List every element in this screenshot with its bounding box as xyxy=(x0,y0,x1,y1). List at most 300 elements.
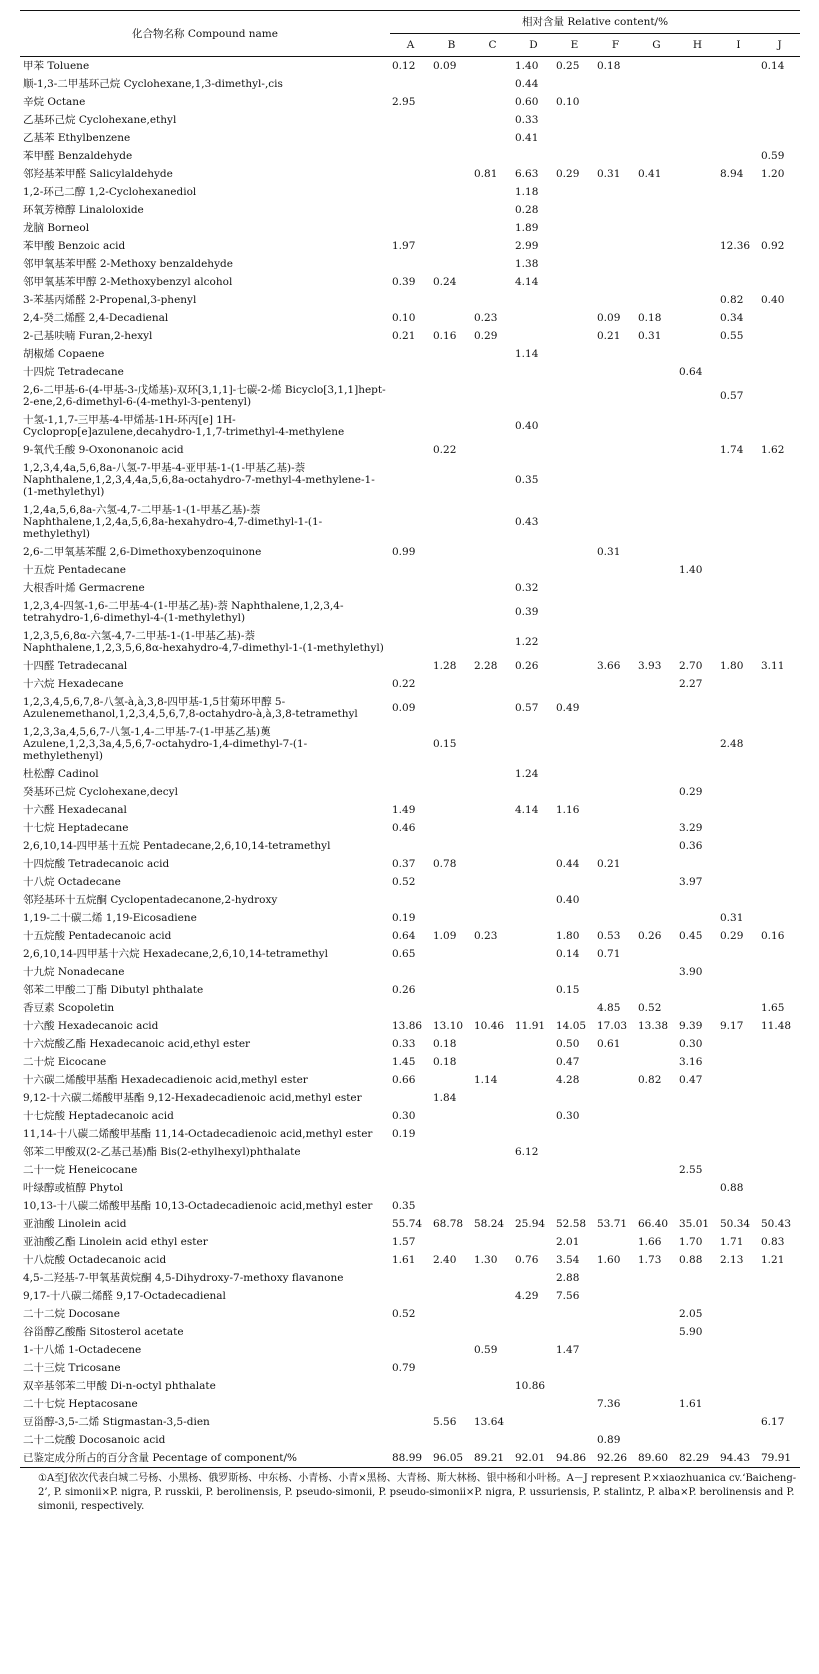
value-cell xyxy=(718,1197,759,1215)
value-cell xyxy=(636,111,677,129)
value-cell xyxy=(472,201,513,219)
value-cell xyxy=(431,1341,472,1359)
value-cell xyxy=(390,1143,431,1161)
value-cell: 0.30 xyxy=(556,1110,580,1122)
value-cell xyxy=(636,147,677,165)
value-cell xyxy=(759,627,800,657)
value-cell xyxy=(677,765,718,783)
value-cell: 13.86 xyxy=(392,1020,423,1032)
value-cell: 1.49 xyxy=(392,804,416,816)
value-cell xyxy=(595,1143,636,1161)
value-cell xyxy=(759,501,800,543)
compound-table xyxy=(20,10,800,1468)
table-row xyxy=(20,627,800,657)
value-cell: 0.44 xyxy=(515,78,539,90)
column-header-d: D xyxy=(513,34,554,57)
value-cell: 1.30 xyxy=(474,1254,498,1266)
value-cell: 52.58 xyxy=(556,1218,587,1230)
value-cell xyxy=(636,783,677,801)
value-cell: 53.71 xyxy=(597,1218,628,1230)
value-cell xyxy=(472,1179,513,1197)
value-cell xyxy=(472,111,513,129)
value-cell xyxy=(554,873,595,891)
value-cell xyxy=(554,783,595,801)
table-row xyxy=(20,1287,800,1305)
value-cell xyxy=(513,1053,554,1071)
value-cell xyxy=(718,1377,759,1395)
value-cell: 0.18 xyxy=(433,1056,457,1068)
value-cell: 0.22 xyxy=(433,444,457,456)
value-cell xyxy=(677,201,718,219)
value-cell: 0.28 xyxy=(515,204,539,216)
table-row xyxy=(20,1233,800,1251)
column-header-f: F xyxy=(595,34,636,57)
value-cell xyxy=(718,93,759,111)
table-row xyxy=(20,441,800,459)
table-row xyxy=(20,201,800,219)
value-cell xyxy=(431,309,472,327)
table-row xyxy=(20,1431,800,1449)
value-cell xyxy=(677,147,718,165)
value-cell xyxy=(472,237,513,255)
value-cell xyxy=(595,1305,636,1323)
value-cell xyxy=(677,345,718,363)
value-cell: 2.40 xyxy=(433,1254,457,1266)
value-cell xyxy=(677,459,718,501)
value-cell xyxy=(759,1323,800,1341)
value-cell xyxy=(554,543,595,561)
compound-name: 甲苯 Toluene xyxy=(23,60,90,72)
value-cell xyxy=(595,381,636,411)
value-cell xyxy=(718,363,759,381)
value-cell: 5.90 xyxy=(679,1326,703,1338)
value-cell xyxy=(431,1359,472,1377)
value-cell: 2.05 xyxy=(679,1308,703,1320)
value-cell: 0.47 xyxy=(679,1074,703,1086)
value-cell: 4.28 xyxy=(556,1074,580,1086)
value-cell xyxy=(636,411,677,441)
value-cell xyxy=(595,1071,636,1089)
value-cell: 0.26 xyxy=(515,660,539,672)
value-cell xyxy=(759,873,800,891)
value-cell xyxy=(636,201,677,219)
value-cell xyxy=(472,1035,513,1053)
value-cell: 8.94 xyxy=(720,168,744,180)
compound-name: 2,4-癸二烯醛 2,4-Decadienal xyxy=(23,312,169,324)
value-cell xyxy=(636,1431,677,1449)
value-cell xyxy=(677,693,718,723)
value-cell xyxy=(472,999,513,1017)
table-row xyxy=(20,873,800,891)
value-cell xyxy=(431,543,472,561)
value-cell xyxy=(718,111,759,129)
value-cell xyxy=(554,1179,595,1197)
value-cell xyxy=(595,291,636,309)
compound-name: 1,2,3,4-四氢-1,6-二甲基-4-(1-甲基乙基)-萘 Naphthalene,1,2,3,4-tetrahydro-1,6-dimethyl-4-(1-methylethyl) xyxy=(23,600,344,624)
value-cell xyxy=(513,1269,554,1287)
compound-name: 十四醛 Tetradecanal xyxy=(23,660,128,672)
value-cell xyxy=(431,801,472,819)
value-cell xyxy=(677,255,718,273)
value-cell xyxy=(472,1161,513,1179)
value-cell xyxy=(431,873,472,891)
value-cell xyxy=(431,675,472,693)
table-row xyxy=(20,345,800,363)
value-cell xyxy=(472,183,513,201)
value-cell: 0.78 xyxy=(433,858,457,870)
value-cell xyxy=(677,945,718,963)
value-cell xyxy=(718,459,759,501)
compound-name: 十七烷 Heptadecane xyxy=(23,822,129,834)
value-cell: 14.05 xyxy=(556,1020,587,1032)
value-cell xyxy=(513,1161,554,1179)
value-cell xyxy=(554,1305,595,1323)
value-cell xyxy=(472,675,513,693)
value-cell: 1.65 xyxy=(761,1002,785,1014)
value-cell: 6.17 xyxy=(761,1416,785,1428)
value-cell xyxy=(595,837,636,855)
compound-name: 十氢-1,1,7-三甲基-4-甲烯基-1H-环丙[e] 1H-Cycloprop[e]azulene,decahydro-1,1,7-trimethyl-4-methylene xyxy=(23,414,345,438)
value-cell xyxy=(636,765,677,783)
table-row xyxy=(20,837,800,855)
table-row xyxy=(20,543,800,561)
value-cell: 0.24 xyxy=(433,276,457,288)
value-cell xyxy=(513,1107,554,1125)
value-cell xyxy=(431,459,472,501)
value-cell xyxy=(472,459,513,501)
value-cell xyxy=(390,597,431,627)
value-cell xyxy=(472,963,513,981)
value-cell xyxy=(677,1269,718,1287)
value-cell xyxy=(390,219,431,237)
compound-name: 辛烷 Octane xyxy=(23,96,86,108)
value-cell xyxy=(595,1359,636,1377)
value-cell xyxy=(595,963,636,981)
value-cell xyxy=(513,927,554,945)
value-cell xyxy=(595,981,636,999)
value-cell xyxy=(759,273,800,291)
value-cell: 2.55 xyxy=(679,1164,703,1176)
value-cell: 0.50 xyxy=(556,1038,580,1050)
compound-name: 9-氧代壬酸 9-Oxononanoic acid xyxy=(23,444,184,456)
value-cell: 0.83 xyxy=(761,1236,785,1248)
value-cell xyxy=(759,111,800,129)
compound-name: 1,2,3,3a,4,5,6,7-八氢-1,4-二甲基-7-(1-甲基乙基)薁 Azulene,1,2,3,3a,4,5,6,7-octahydro-1,4-dimethyl-7-(1-methylethenyl) xyxy=(23,726,308,762)
value-cell xyxy=(595,723,636,765)
value-cell: 1.66 xyxy=(638,1236,662,1248)
value-cell xyxy=(472,255,513,273)
value-cell: 88.99 xyxy=(390,1449,431,1468)
table-row xyxy=(20,1071,800,1089)
compound-name: 乙基环己烷 Cyclohexane,ethyl xyxy=(23,114,177,126)
value-cell xyxy=(595,183,636,201)
value-cell: 5.56 xyxy=(433,1416,457,1428)
value-cell xyxy=(759,855,800,873)
value-cell xyxy=(718,1287,759,1305)
table-row xyxy=(20,1269,800,1287)
table-row xyxy=(20,1035,800,1053)
value-cell xyxy=(718,999,759,1017)
value-cell xyxy=(759,1071,800,1089)
value-cell xyxy=(759,693,800,723)
value-cell xyxy=(718,1323,759,1341)
value-cell: 11.48 xyxy=(761,1020,792,1032)
value-cell: 0.33 xyxy=(392,1038,416,1050)
value-cell: 1.61 xyxy=(392,1254,416,1266)
compound-name: 香豆素 Scopoletin xyxy=(23,1002,115,1014)
value-cell xyxy=(390,627,431,657)
value-cell xyxy=(513,1071,554,1089)
table-row xyxy=(20,1089,800,1107)
value-cell: 1.74 xyxy=(720,444,744,456)
value-cell: 4.14 xyxy=(515,276,539,288)
value-cell xyxy=(595,1125,636,1143)
value-cell xyxy=(677,1179,718,1197)
value-cell: 2.99 xyxy=(515,240,539,252)
table-row xyxy=(20,1017,800,1035)
value-cell: 1.57 xyxy=(392,1236,416,1248)
value-cell xyxy=(472,981,513,999)
value-cell: 1.45 xyxy=(392,1056,416,1068)
compound-name: 11,14-十八碳二烯酸甲基酯 11,14-Octadecadienoic acid,methyl ester xyxy=(23,1128,373,1140)
value-cell: 1.73 xyxy=(638,1254,662,1266)
value-cell xyxy=(513,1035,554,1053)
value-cell xyxy=(390,963,431,981)
value-cell xyxy=(636,93,677,111)
value-cell xyxy=(554,1359,595,1377)
value-cell xyxy=(636,1341,677,1359)
value-cell xyxy=(554,561,595,579)
value-cell xyxy=(595,501,636,543)
table-row xyxy=(20,579,800,597)
value-cell: 0.82 xyxy=(638,1074,662,1086)
compound-name: 2,6-二甲氧基苯醌 2,6-Dimethoxybenzoquinone xyxy=(23,546,262,558)
compound-name: 双辛基邻苯二甲酸 Di-n-octyl phthalate xyxy=(23,1380,216,1392)
value-cell xyxy=(595,1161,636,1179)
value-cell xyxy=(390,891,431,909)
value-cell xyxy=(595,75,636,93)
value-cell: 96.05 xyxy=(431,1449,472,1468)
value-cell xyxy=(513,1305,554,1323)
value-cell xyxy=(718,75,759,93)
value-cell: 82.29 xyxy=(677,1449,718,1468)
value-cell xyxy=(718,1125,759,1143)
value-cell xyxy=(431,1233,472,1251)
table-row xyxy=(20,945,800,963)
value-cell xyxy=(636,693,677,723)
table-row xyxy=(20,459,800,501)
value-cell xyxy=(472,873,513,891)
value-cell xyxy=(472,1287,513,1305)
value-cell xyxy=(636,273,677,291)
value-cell xyxy=(554,327,595,345)
value-cell xyxy=(636,1143,677,1161)
value-cell xyxy=(595,1233,636,1251)
value-cell xyxy=(595,345,636,363)
value-cell xyxy=(431,981,472,999)
compound-name: 十六碳二烯酸甲基酯 Hexadecadienoic acid,methyl ester xyxy=(23,1074,308,1086)
value-cell xyxy=(677,981,718,999)
value-cell: 0.29 xyxy=(556,168,580,180)
value-cell xyxy=(718,1431,759,1449)
value-cell: 0.14 xyxy=(556,948,580,960)
value-cell: 1.21 xyxy=(761,1254,785,1266)
value-cell: 0.88 xyxy=(679,1254,703,1266)
value-cell xyxy=(431,183,472,201)
compound-name-header: 化合物名称 Compound name xyxy=(20,11,390,57)
value-cell xyxy=(759,363,800,381)
value-cell xyxy=(718,129,759,147)
value-cell: 10.46 xyxy=(474,1020,505,1032)
value-cell xyxy=(554,1125,595,1143)
value-cell xyxy=(431,891,472,909)
value-cell xyxy=(390,381,431,411)
document xyxy=(20,10,800,1514)
compound-name: 十七烷酸 Heptadecanoic acid xyxy=(23,1110,174,1122)
value-cell xyxy=(595,1287,636,1305)
value-cell xyxy=(431,1179,472,1197)
value-cell xyxy=(390,1269,431,1287)
value-cell xyxy=(554,201,595,219)
table-row xyxy=(20,1215,800,1233)
value-cell xyxy=(595,873,636,891)
value-cell: 0.64 xyxy=(679,366,703,378)
value-cell xyxy=(759,597,800,627)
value-cell xyxy=(554,345,595,363)
value-cell: 0.15 xyxy=(433,738,457,750)
compound-name: 亚油酸 Linolein acid xyxy=(23,1218,127,1230)
value-cell xyxy=(390,129,431,147)
value-cell xyxy=(677,381,718,411)
value-cell xyxy=(759,327,800,345)
value-cell xyxy=(718,411,759,441)
table-row xyxy=(20,381,800,411)
value-cell xyxy=(472,1323,513,1341)
value-cell: 79.91 xyxy=(759,1449,800,1468)
column-header-j: J xyxy=(759,34,800,57)
value-cell xyxy=(390,441,431,459)
value-cell xyxy=(718,765,759,783)
value-cell: 0.18 xyxy=(597,60,621,72)
value-cell: 0.26 xyxy=(392,984,416,996)
value-cell xyxy=(677,1413,718,1431)
value-cell xyxy=(513,1089,554,1107)
value-cell xyxy=(513,1179,554,1197)
value-cell xyxy=(718,1305,759,1323)
value-cell xyxy=(390,657,431,675)
compound-name: 环氧芳樟醇 Linaloloxide xyxy=(23,204,144,216)
table-row xyxy=(20,801,800,819)
value-cell xyxy=(718,1143,759,1161)
value-cell xyxy=(677,411,718,441)
table-row xyxy=(20,1341,800,1359)
compound-name: 邻羟基苯甲醛 Salicylaldehyde xyxy=(23,168,173,180)
value-cell: 0.99 xyxy=(392,546,416,558)
value-cell xyxy=(513,1359,554,1377)
value-cell xyxy=(472,147,513,165)
value-cell xyxy=(554,255,595,273)
value-cell xyxy=(759,1377,800,1395)
value-cell xyxy=(759,411,800,441)
value-cell xyxy=(595,1413,636,1431)
value-cell xyxy=(677,111,718,129)
value-cell xyxy=(513,1341,554,1359)
value-cell xyxy=(636,723,677,765)
value-cell xyxy=(595,891,636,909)
value-cell: 2.95 xyxy=(392,96,416,108)
value-cell xyxy=(554,819,595,837)
compound-name: 二十七烷 Heptacosane xyxy=(23,1398,138,1410)
table-row xyxy=(20,1323,800,1341)
value-cell xyxy=(677,165,718,183)
value-cell xyxy=(718,1161,759,1179)
value-cell xyxy=(677,219,718,237)
value-cell: 1.47 xyxy=(556,1344,580,1356)
value-cell: 0.14 xyxy=(761,60,785,72)
value-cell xyxy=(718,1071,759,1089)
value-cell xyxy=(554,309,595,327)
value-cell xyxy=(390,999,431,1017)
value-cell xyxy=(718,855,759,873)
value-cell xyxy=(431,561,472,579)
compound-name: 十四烷酸 Tetradecanoic acid xyxy=(23,858,170,870)
table-row xyxy=(20,1125,800,1143)
value-cell: 0.21 xyxy=(597,330,621,342)
value-cell: 7.56 xyxy=(556,1290,580,1302)
value-cell xyxy=(759,891,800,909)
value-cell xyxy=(677,723,718,765)
value-cell xyxy=(472,1089,513,1107)
value-cell xyxy=(595,579,636,597)
value-cell xyxy=(636,1197,677,1215)
value-cell xyxy=(431,363,472,381)
value-cell xyxy=(390,183,431,201)
value-cell xyxy=(759,945,800,963)
value-cell xyxy=(718,561,759,579)
value-cell xyxy=(636,855,677,873)
value-cell xyxy=(390,75,431,93)
value-cell: 0.66 xyxy=(392,1074,416,1086)
compound-name: 2-己基呋喃 Furan,2-hexyl xyxy=(23,330,153,342)
value-cell xyxy=(595,1179,636,1197)
compound-name: 2,6,10,14-四甲基十六烷 Hexadecane,2,6,10,14-tetramethyl xyxy=(23,948,328,960)
value-cell xyxy=(759,1197,800,1215)
value-cell xyxy=(595,1197,636,1215)
compound-name: 顺-1,3-二甲基环己烷 Cyclohexane,1,3-dimethyl-,cis xyxy=(23,78,283,90)
value-cell xyxy=(759,819,800,837)
value-cell: 7.36 xyxy=(597,1398,621,1410)
value-cell xyxy=(390,1179,431,1197)
value-cell xyxy=(759,129,800,147)
value-cell xyxy=(513,381,554,411)
table-row xyxy=(20,1179,800,1197)
value-cell xyxy=(677,627,718,657)
value-cell xyxy=(431,1107,472,1125)
footnote: ①A至J依次代表白城二号杨、小黑杨、俄罗斯杨、中东杨、小青杨、小青×黑杨、大青杨、斯大林杨、银中杨和小叶杨。A－J represent P.×xiaozhuanica cv.‘Baicheng-2’, P. simonii×P. nigra, P. russkii, P. berolinensis, P. pseudo-simonii, P. pseudo-simonii×P. nigra, P. ussuriensis, P. stalintz, P. alba×P. berolinensis and P. simonii, respectively. xyxy=(38,1473,797,1512)
value-cell: 0.30 xyxy=(679,1038,703,1050)
value-cell: 1.60 xyxy=(597,1254,621,1266)
value-cell xyxy=(718,819,759,837)
table-row xyxy=(20,165,800,183)
value-cell xyxy=(431,75,472,93)
value-cell: 1.70 xyxy=(679,1236,703,1248)
value-cell: 0.09 xyxy=(597,312,621,324)
value-cell: 0.40 xyxy=(761,294,785,306)
table-row xyxy=(20,1377,800,1395)
value-cell: 0.59 xyxy=(474,1344,498,1356)
value-cell xyxy=(431,999,472,1017)
table-row xyxy=(20,363,800,381)
